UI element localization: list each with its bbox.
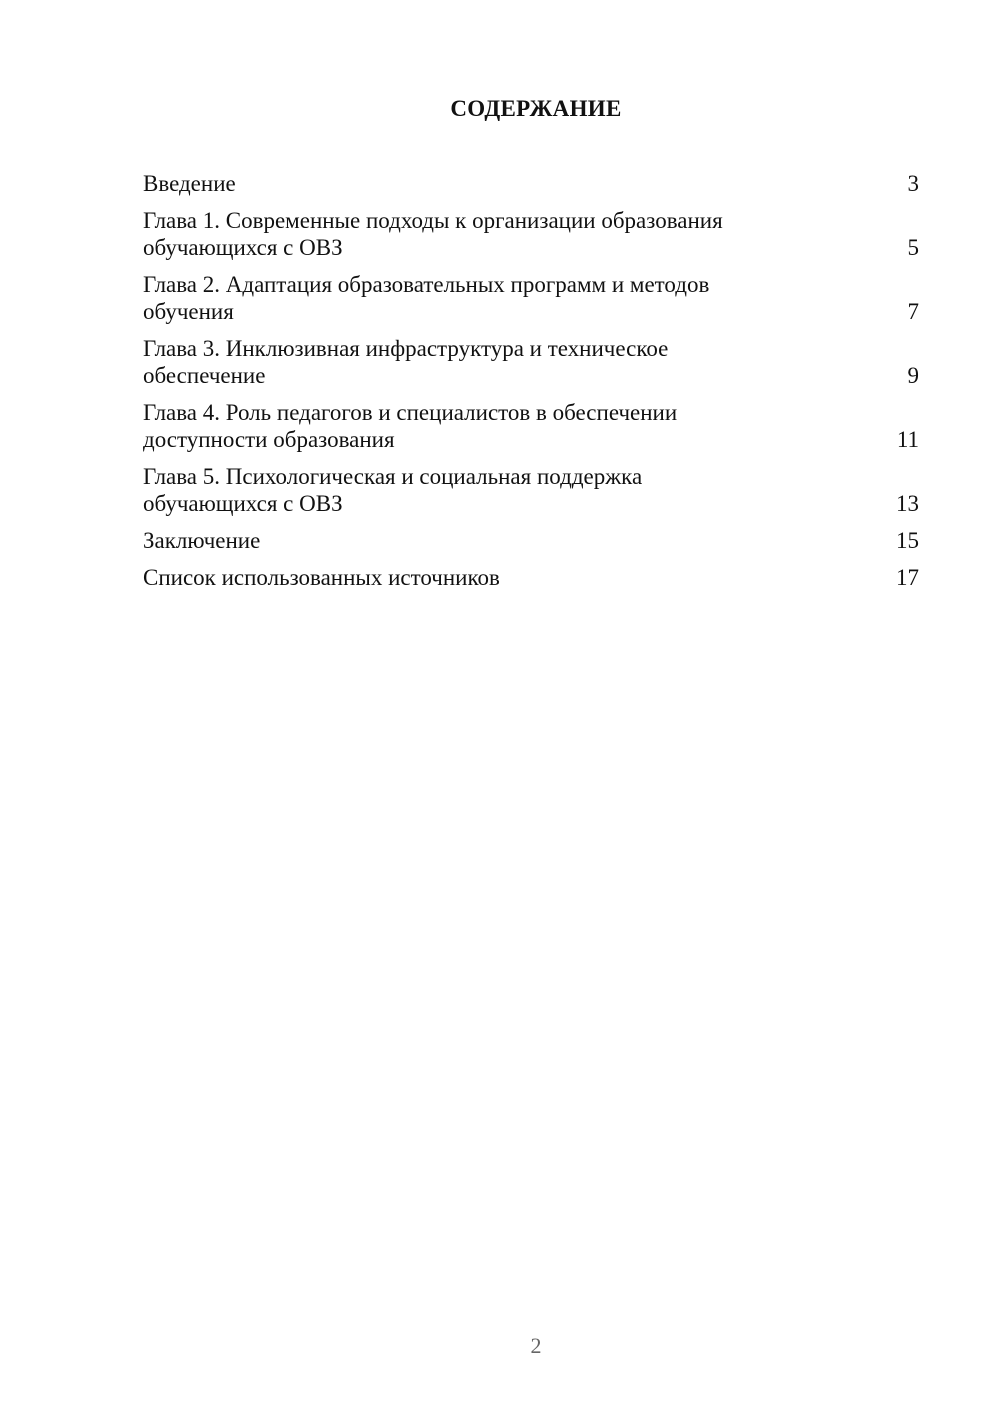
toc-entry-introduction[interactable] — [143, 170, 919, 197]
toc-entry-label: Глава 3. Инклюзивная инфраструктура и техническое обеспечение — [143, 336, 669, 388]
toc-entry-chapter-3[interactable] — [143, 335, 919, 389]
table-of-contents — [143, 170, 919, 601]
toc-entry-chapter-2[interactable] — [143, 271, 919, 325]
page-number: 2 — [530, 1333, 542, 1358]
toc-entry-label: Список использованных источников — [143, 565, 500, 590]
toc-entry-chapter-4[interactable] — [143, 399, 919, 453]
toc-entry-label: Заключение — [143, 528, 261, 553]
toc-entry-label: Глава 2. Адаптация образовательных программ и методов обучения — [143, 272, 710, 324]
toc-entry-page: 9 — [907, 363, 919, 388]
toc-entry-page: 11 — [896, 427, 919, 452]
toc-entry-label: Глава 1. Современные подходы к организации образования обучающихся с ОВЗ — [143, 208, 723, 260]
toc-entry-page: 3 — [907, 171, 919, 196]
toc-entry-conclusion[interactable] — [143, 527, 919, 554]
toc-entry-label: Глава 5. Психологическая и социальная поддержка обучающихся с ОВЗ — [143, 464, 643, 516]
toc-entry-label: Введение — [143, 171, 236, 196]
toc-entry-chapter-5[interactable] — [143, 463, 919, 517]
toc-entry-chapter-1[interactable] — [143, 207, 919, 261]
toc-entry-page: 17 — [896, 565, 919, 590]
toc-entry-page: 13 — [896, 491, 919, 516]
toc-entry-references[interactable] — [143, 564, 919, 591]
toc-entry-page: 15 — [896, 528, 919, 553]
toc-entry-page: 5 — [907, 235, 919, 260]
toc-title: СОДЕРЖАНИЕ — [450, 96, 622, 121]
toc-entry-label: Глава 4. Роль педагогов и специалистов в обеспечении доступности образования — [143, 400, 678, 452]
toc-entry-page: 7 — [907, 299, 919, 324]
